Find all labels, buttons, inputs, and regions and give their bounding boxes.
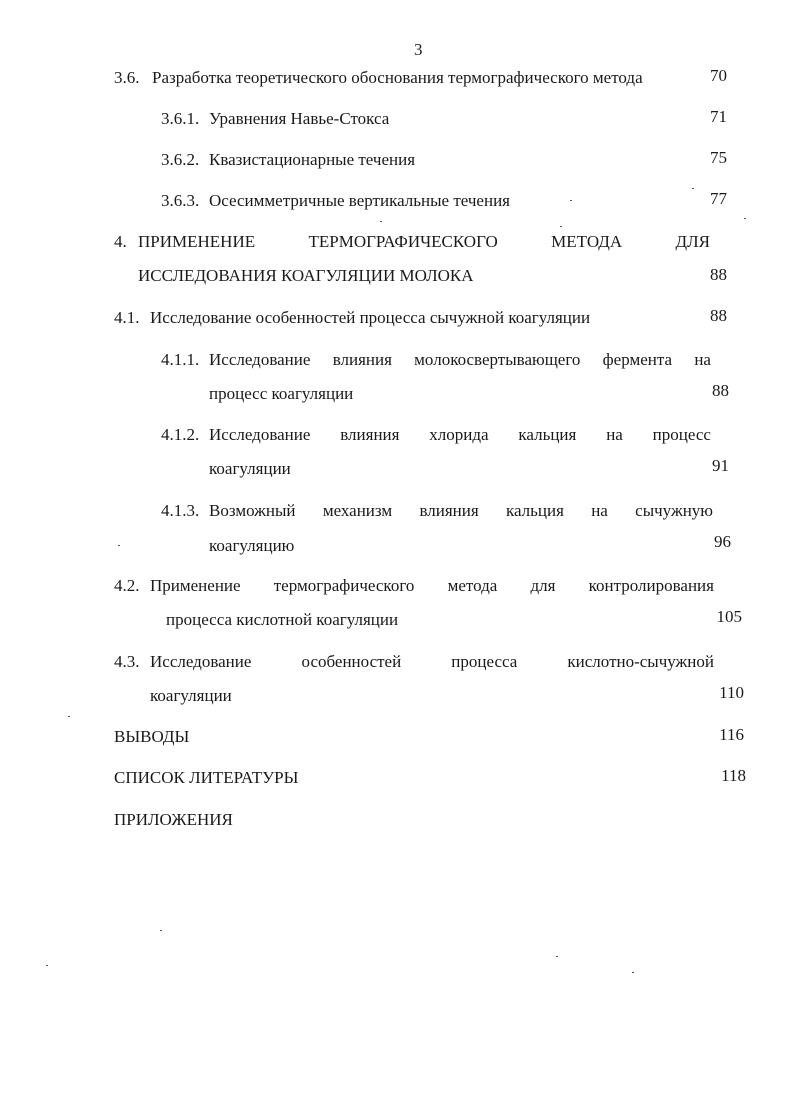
toc-entry-4-3-number: 4.3. (114, 652, 140, 671)
toc-entry-4-1-3-word: Возможный (209, 501, 296, 520)
toc-entry-references-title: СПИСОК ЛИТЕРАТУРЫ (114, 768, 299, 787)
toc-entry-4-2-page: 105 (716, 607, 742, 626)
toc-entry-3-6-page: 70 (710, 66, 727, 85)
scan-speck (560, 226, 562, 227)
toc-entry-4-1-1-page: 88 (712, 381, 729, 400)
scan-speck (68, 716, 70, 717)
scan-speck (632, 972, 634, 973)
scan-speck (570, 200, 572, 201)
toc-entry-4-2-word: для (530, 576, 556, 595)
toc-entry-3-6-3-page: 77 (710, 189, 727, 208)
toc-entry-4-2-word: Применение (150, 576, 241, 595)
toc-entry-4-3-word: кислотно-сычужной (567, 652, 714, 671)
toc-entry-4-1-3-word: механизм (322, 501, 393, 520)
toc-entry-4-1-1-word: Исследование (209, 350, 311, 369)
toc-entry-3-6-1-page: 71 (710, 107, 727, 126)
page-number: 3 (414, 40, 423, 59)
toc-entry-4-2-word: контролирования (588, 576, 714, 595)
scan-speck (744, 218, 746, 219)
toc-entry-4-1-1-title-line1 (209, 350, 711, 370)
scan-speck (556, 956, 558, 957)
toc-entry-4-2-title-line1 (150, 576, 714, 596)
toc-entry-4-2-word: термографического (273, 576, 415, 595)
toc-entry-3-6-3-number: 3.6.3. (161, 191, 200, 210)
toc-entry-4-3-title-line1 (150, 652, 714, 672)
toc-entry-4-1-1-word: влияния (332, 350, 392, 369)
toc-entry-4-1-3-word: кальция (505, 501, 564, 520)
toc-entry-4-1-title: Исследование особенностей процесса сычужной коагуляции (150, 308, 591, 327)
toc-entry-4-page: 88 (710, 265, 727, 284)
toc-entry-4-1-3-page: 96 (714, 532, 731, 551)
toc-entry-3-6-3-title: Осесимметричные вертикальные течения (209, 191, 510, 210)
toc-entry-4-2-title-line2: процесса кислотной коагуляции (166, 610, 399, 629)
toc-entry-3-6-2-title: Квазистационарные течения (209, 150, 416, 169)
toc-entry-references-page: 118 (721, 766, 746, 785)
toc-entry-3-6-number: 3.6. (114, 68, 140, 87)
toc-entry-4-word: ДЛЯ (675, 232, 710, 251)
toc-entry-4-title-line2: ИССЛЕДОВАНИЯ КОАГУЛЯЦИИ МОЛОКА (138, 266, 474, 285)
toc-entry-4-2-word: метода (447, 576, 498, 595)
toc-entry-4-1-1-word: фермента (602, 350, 673, 369)
toc-entry-4-1-page: 88 (710, 306, 727, 325)
toc-entry-4-1-2-word: хлорида (429, 425, 489, 444)
toc-entry-4-1-3-word: на (591, 501, 608, 520)
toc-entry-4-1-2-page: 91 (712, 456, 729, 475)
toc-entry-4-1-3-number: 4.1.3. (161, 501, 200, 520)
toc-entry-4-1-3-title-line1 (209, 501, 713, 521)
toc-entry-4-1-1-word: молокосвертывающего (414, 350, 581, 369)
toc-entry-4-1-2-title-line1 (209, 425, 711, 445)
toc-entry-4-1-3-word: сычужную (635, 501, 713, 520)
toc-entry-4-word: ТЕРМОГРАФИЧЕСКОГО (308, 232, 498, 251)
toc-entry-3-6-1-number: 3.6.1. (161, 109, 200, 128)
scan-speck (46, 965, 48, 966)
toc-entry-4-word: МЕТОДА (551, 232, 623, 251)
toc-entry-4-1-1-number: 4.1.1. (161, 350, 200, 369)
toc-entry-appendices-title: ПРИЛОЖЕНИЯ (114, 810, 233, 829)
toc-entry-4-3-word: особенностей (301, 652, 402, 671)
toc-entry-4-3-word: Исследование (150, 652, 252, 671)
toc-entry-4-1-3-word: влияния (419, 501, 479, 520)
toc-entry-3-6-1-title: Уравнения Навье-Стокса (209, 109, 390, 128)
toc-entry-4-3-page: 110 (719, 683, 744, 702)
toc-entry-conclusions-page: 116 (719, 725, 744, 744)
toc-entry-4-1-1-title-line2: процесс коагуляции (209, 384, 354, 403)
scan-speck (118, 545, 120, 546)
toc-entry-4-1-2-word: Исследование (209, 425, 311, 444)
toc-entry-4-1-3-title-line2: коагуляцию (209, 536, 295, 555)
toc-entry-3-6-title: Разработка теоретического обоснования термографического метода (152, 68, 643, 87)
toc-entry-4-3-word: процесса (451, 652, 518, 671)
scan-speck (692, 188, 694, 189)
toc-entry-4-title-line1 (138, 232, 710, 252)
toc-entry-4-1-2-number: 4.1.2. (161, 425, 200, 444)
toc-entry-4-1-2-word: процесс (652, 425, 711, 444)
toc-entry-4-1-1-word: на (694, 350, 711, 369)
toc-entry-4-word: ПРИМЕНЕНИЕ (138, 232, 256, 251)
toc-entry-3-6-2-number: 3.6.2. (161, 150, 200, 169)
scan-speck (160, 930, 162, 931)
toc-entry-3-6-2-page: 75 (710, 148, 727, 167)
toc-entry-4-1-2-word: влияния (340, 425, 400, 444)
toc-entry-4-1-2-word: на (606, 425, 623, 444)
toc-entry-4-1-2-word: кальция (518, 425, 577, 444)
toc-entry-4-1-2-title-line2: коагуляции (209, 459, 291, 478)
toc-entry-4-1-number: 4.1. (114, 308, 140, 327)
toc-entry-4-2-number: 4.2. (114, 576, 140, 595)
toc-entry-4-3-title-line2: коагуляции (150, 686, 232, 705)
scan-speck (380, 221, 382, 222)
toc-entry-4-number: 4. (114, 232, 127, 251)
toc-entry-conclusions-title: ВЫВОДЫ (114, 727, 190, 746)
